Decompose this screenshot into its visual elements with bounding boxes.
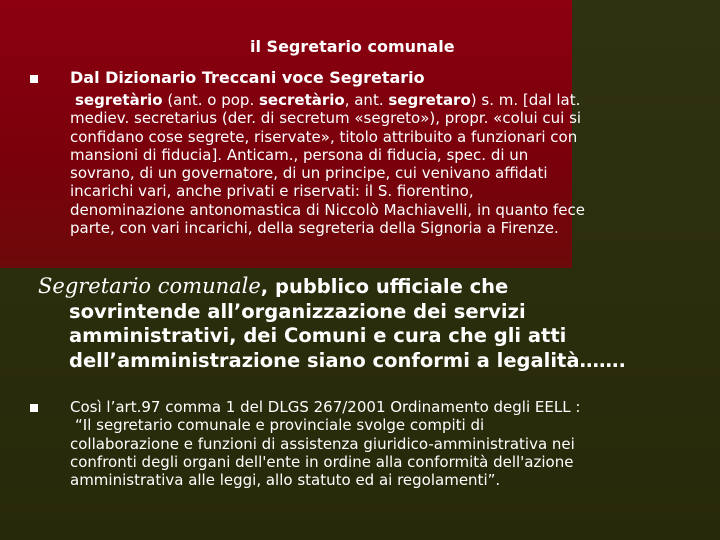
definition-line: mansioni di fiducia]. Anticam., persona di fiducia, spec. di un <box>70 145 529 164</box>
bullet-square-icon <box>30 75 38 83</box>
term-segretaro: segretaro <box>388 91 471 109</box>
statement-text: , pubblico ufficiale che <box>260 275 509 298</box>
law-line: “Il segretario comunale e provinciale svolge compiti di <box>75 416 485 435</box>
definition-text: (ant. o pop. <box>162 91 259 109</box>
bullet-square-icon <box>30 404 38 412</box>
definition-paragraph <box>70 91 690 237</box>
definition-line: incarichi vari, anche privati e riservati: il S. fiorentino, <box>70 182 474 201</box>
definition-line: sovrano, di un governatore, di un principe, cui venivano affidati <box>70 164 548 183</box>
statement-emphasis: Segretario comunale <box>38 274 261 298</box>
term-segretario: segretàrio <box>75 91 163 109</box>
definition-line: confidano cose segrete, riservate», titolo attribuito a funzionari con <box>70 127 578 146</box>
statement-line: amministrativi, dei Comuni e cura che gli atti <box>69 324 567 347</box>
law-quote-paragraph <box>70 398 580 489</box>
definition-text: , ant. <box>344 91 389 109</box>
statement-line: sovrintende all’organizzazione dei servizi <box>69 299 526 323</box>
definition-line <box>75 91 690 109</box>
definition-line: mediev. secretarius (der. di secretum «segreto»), propr. «colui cui si <box>70 109 582 128</box>
section1-heading: Dal Dizionario Treccani voce Segretario <box>70 68 425 87</box>
segretario-comunale-statement <box>38 274 626 373</box>
statement-line <box>38 274 626 300</box>
law-line: Così l’art.97 comma 1 del DLGS 267/2001 Ordinamento degli EELL : <box>70 398 581 416</box>
definition-line: parte, con vari incarichi, della segreteria della Signoria a Firenze. <box>70 219 559 238</box>
definition-text: ) s. m. [dal lat. <box>470 91 581 109</box>
law-line: collaborazione e funzioni di assistenza giuridico-amministrativa nei <box>70 434 575 453</box>
statement-line: dell’amministrazione siano conformi a legalità……. <box>69 348 626 372</box>
law-line: confronti degli organi dell'ente in ordine alla conformità dell'azione <box>70 452 574 471</box>
law-line: amministrativa alle leggi, allo statuto ed ai regolamenti”. <box>70 471 501 490</box>
slide-title: il Segretario comunale <box>250 37 455 56</box>
definition-line: denominazione antonomastica di Niccolò Machiavelli, in quanto fece <box>70 200 585 219</box>
term-secretario: secretàrio <box>259 91 345 109</box>
